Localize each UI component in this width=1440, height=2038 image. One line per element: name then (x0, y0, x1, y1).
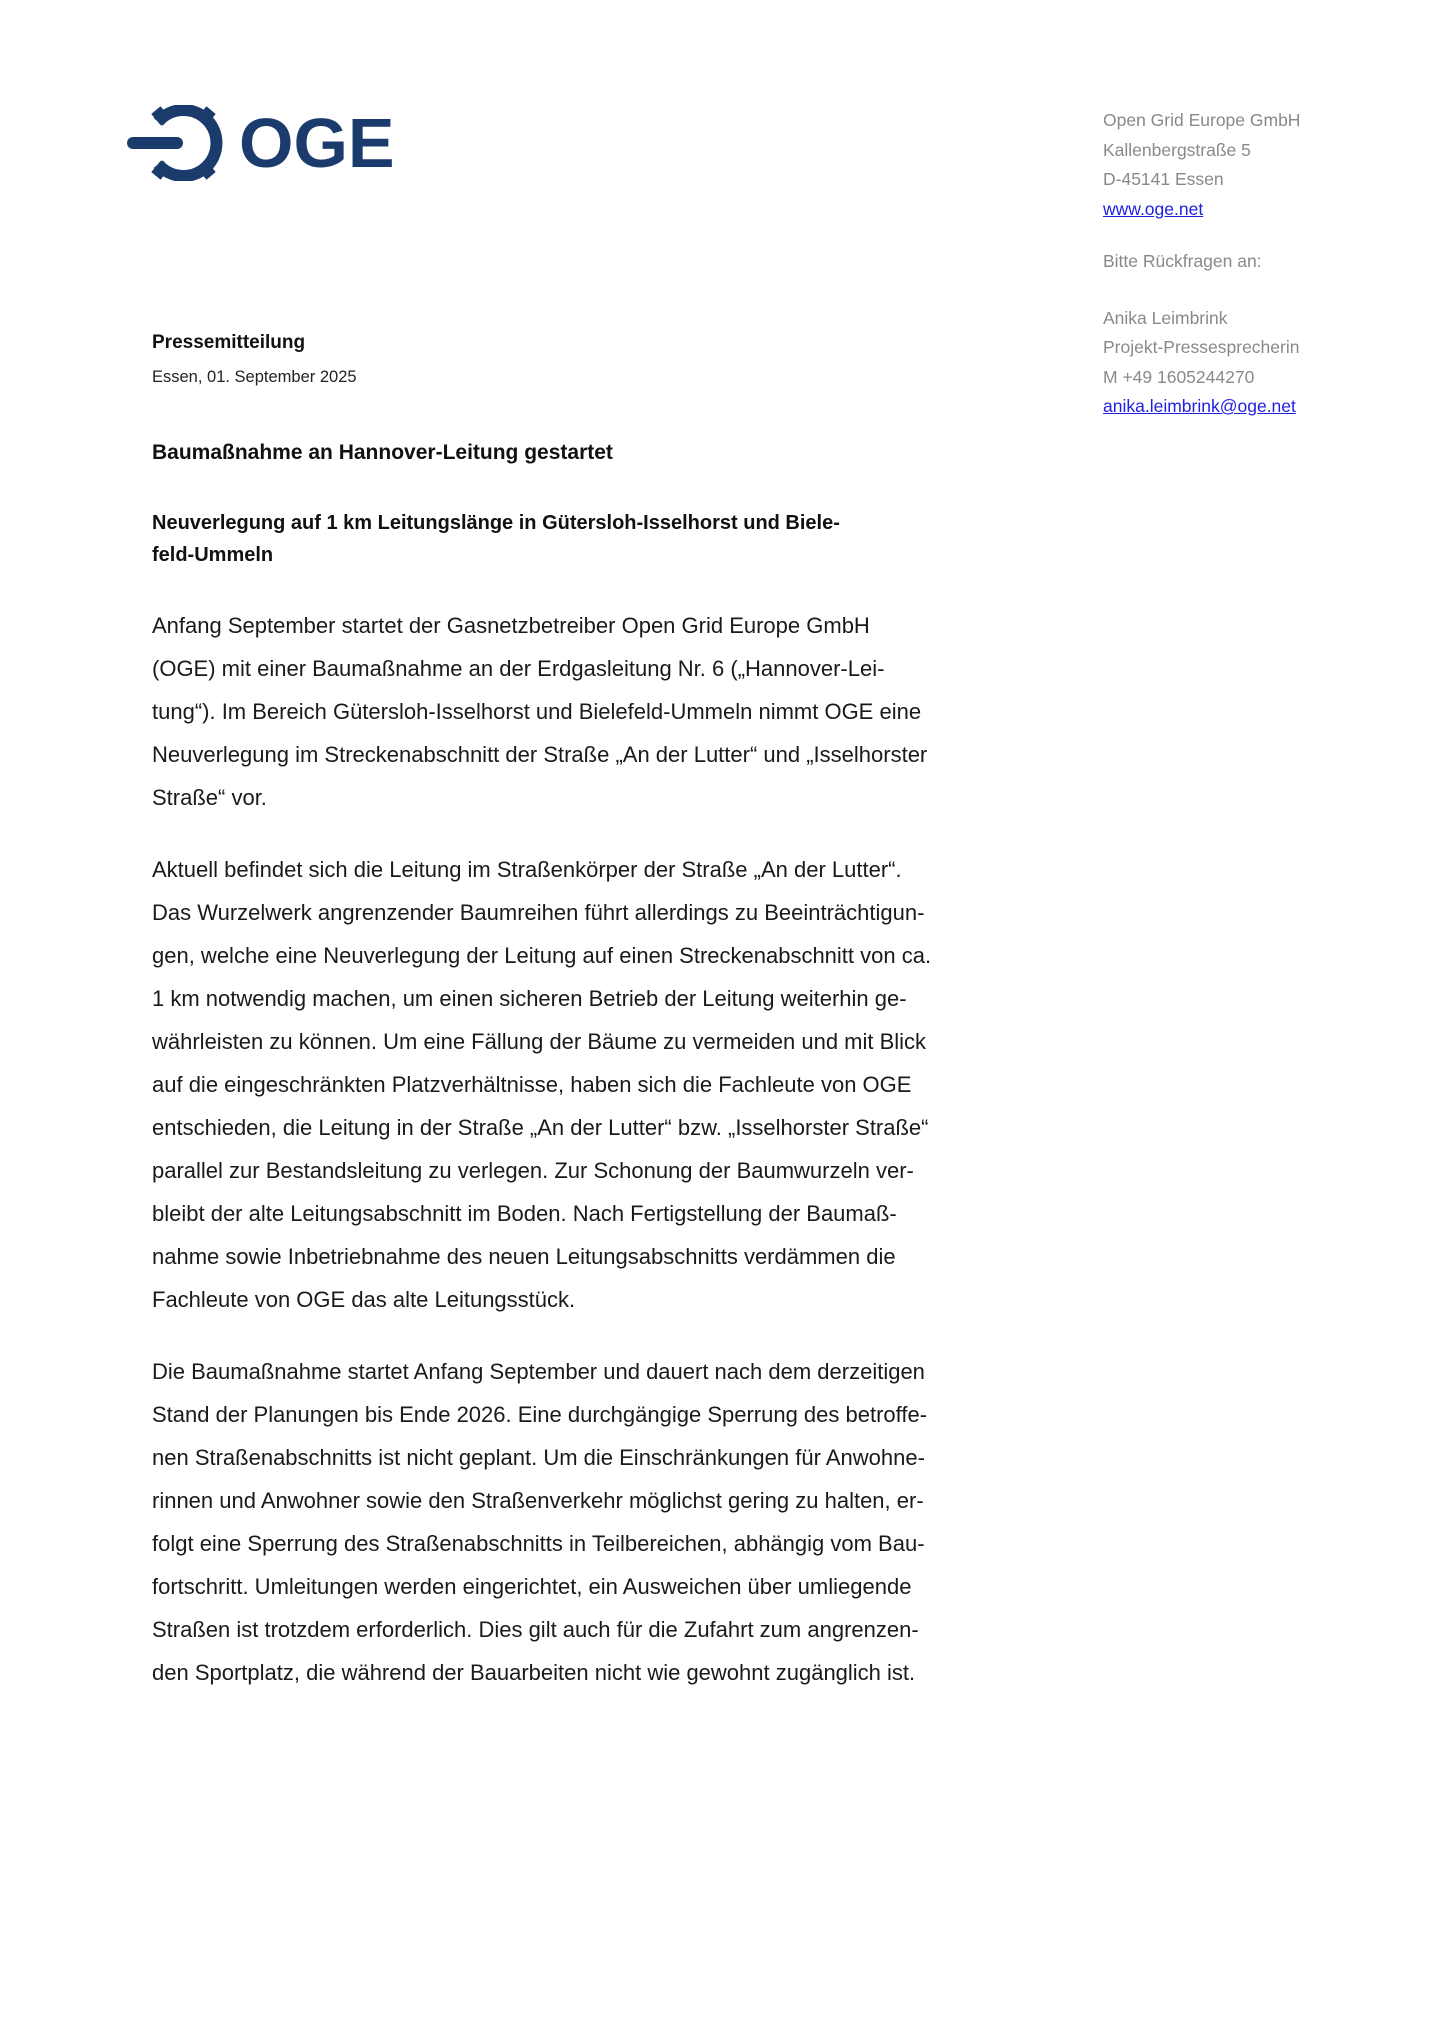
website-link[interactable]: www.oge.net (1103, 198, 1204, 219)
body-copy (152, 604, 1032, 1723)
text-line: parallel zur Bestandsleitung zu verlegen. Zur Schonung der Baumwurzeln ver- (152, 1158, 914, 1183)
text-line: Die Baumaßnahme startet Anfang September und dauert nach dem derzeitigen (152, 1359, 925, 1384)
paragraph-1 (152, 604, 1032, 819)
text-line: Fachleute von OGE das alte Leitungsstück. (152, 1287, 576, 1312)
text-line: Neuverlegung im Streckenabschnitt der Straße „An der Lutter“ und „Isselhorster (152, 742, 928, 767)
text-line: Neuverlegung auf 1 km Leitungslänge in Gütersloh-Isselhorst und Biele- (152, 512, 840, 534)
text-line: (OGE) mit einer Baumaßnahme an der Erdgasleitung Nr. 6 („Hannover-Lei- (152, 656, 885, 681)
contact-street: Kallenbergstraße 5 (1103, 139, 1251, 160)
text-line: auf die eingeschränkten Platzverhältnisse, haben sich die Fachleute von OGE (152, 1072, 912, 1097)
doc-type-heading: Pressemitteilung (152, 332, 306, 353)
sidebar-spacer (1103, 277, 1413, 304)
dateline: Essen, 01. September 2025 (152, 368, 357, 386)
text-line: folgt eine Sperrung des Straßenabschnitts in Teilbereichen, abhängig vom Bau- (152, 1531, 925, 1556)
text-line: fortschritt. Umleitungen werden eingerichtet, ein Ausweichen über umliegende (152, 1574, 912, 1599)
paragraph-2 (152, 848, 1032, 1321)
text-line: Anfang September startet der Gasnetzbetreiber Open Grid Europe GmbH (152, 613, 870, 638)
contact-phone: M +49 1605244270 (1103, 366, 1255, 387)
text-line: währleisten zu können. Um eine Fällung der Bäume zu vermeiden und mit Blick (152, 1029, 927, 1054)
contact-sidebar (1103, 106, 1413, 422)
text-line: gen, welche eine Neuverlegung der Leitung auf einen Streckenabschnitt von ca. (152, 943, 932, 968)
page-title: Baumaßnahme an Hannover-Leitung gestartet (152, 441, 613, 464)
text-line: nahme sowie Inbetriebnahme des neuen Leitungsabschnitts verdämmen die (152, 1244, 896, 1269)
oge-logo-icon (127, 105, 223, 181)
contact-role: Projekt-Pressesprecherin (1103, 337, 1300, 357)
text-line: Straße“ vor. (152, 785, 267, 810)
oge-logo-wordmark: OGE (239, 104, 395, 182)
text-line: rinnen und Anwohner sowie den Straßenverkehr möglichst gering zu halten, er- (152, 1488, 924, 1513)
contact-city: D-45141 Essen (1103, 169, 1224, 189)
text-line: feld-Ummeln (152, 544, 274, 566)
text-line: bleibt der alte Leitungsabschnitt im Boden. Nach Fertigstellung der Baumaß- (152, 1201, 897, 1226)
paragraph-3 (152, 1350, 1032, 1694)
text-line: Das Wurzelwerk angrenzender Baumreihen führt allerdings zu Beeinträchtigun- (152, 900, 925, 925)
sidebar-spacer (1103, 224, 1413, 247)
text-line: entschieden, die Leitung in der Straße „An der Lutter“ bzw. „Isselhorster Straße“ (152, 1115, 929, 1140)
text-line: Stand der Planungen bis Ende 2026. Eine durchgängige Sperrung des betroffe- (152, 1402, 928, 1427)
email-link[interactable]: anika.leimbrink@oge.net (1103, 396, 1296, 416)
inquiries-label: Bitte Rückfragen an: (1103, 251, 1262, 271)
text-line: Aktuell befindet sich die Leitung im Straßenkörper der Straße „An der Lutter“. (152, 857, 902, 882)
text-line: tung“). Im Bereich Gütersloh-Isselhorst und Bielefeld-Ummeln nimmt OGE eine (152, 699, 922, 724)
contact-person: Anika Leimbrink (1103, 307, 1228, 328)
contact-company: Open Grid Europe GmbH (1103, 110, 1301, 130)
text-line: Straßen ist trotzdem erforderlich. Dies gilt auch für die Zufahrt zum angrenzen- (152, 1617, 919, 1642)
text-line: 1 km notwendig machen, um einen sicheren Betrieb der Leitung weiterhin ge- (152, 986, 907, 1011)
text-line: den Sportplatz, die während der Bauarbeiten nicht wie gewohnt zugänglich ist. (152, 1660, 916, 1685)
sub-title (152, 507, 1032, 571)
oge-logo (127, 105, 395, 181)
text-line: nen Straßenabschnitts ist nicht geplant. Um die Einschränkungen für Anwohne- (152, 1445, 925, 1470)
